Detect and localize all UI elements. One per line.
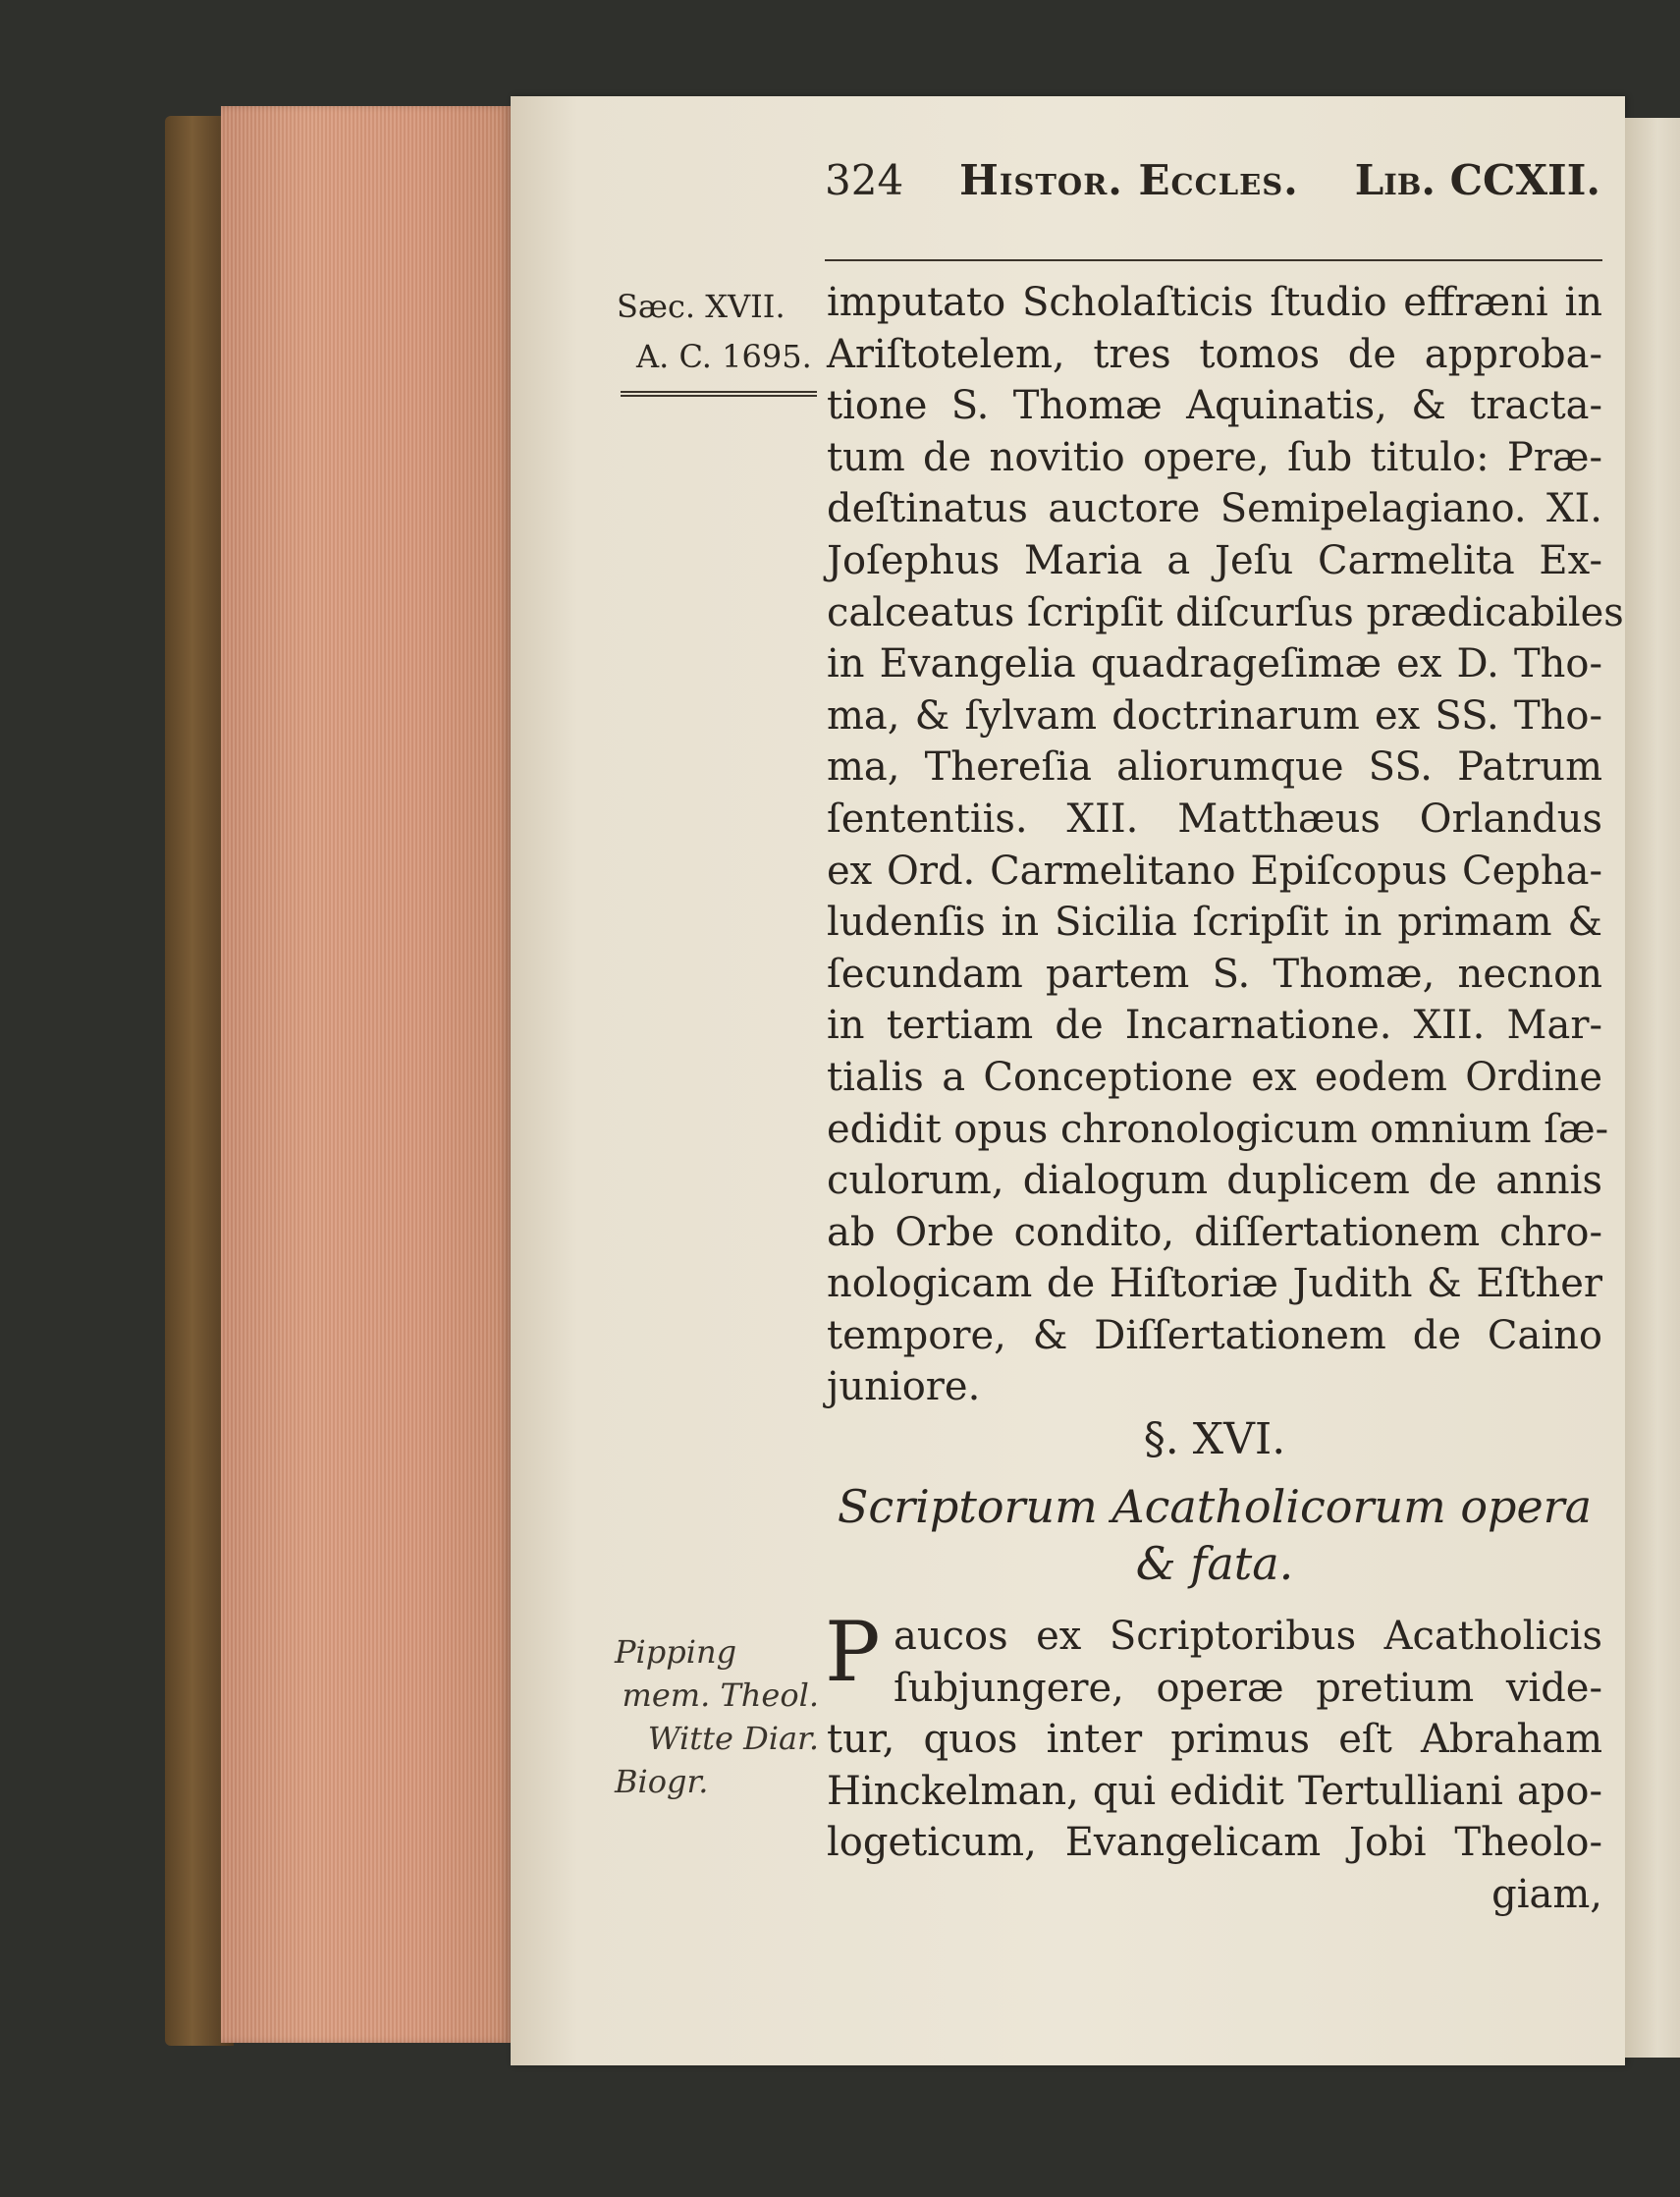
- header-book: Lib. CCXII.: [1354, 156, 1600, 204]
- text-line: Hinckelman, qui edidit Tertulliani apo-: [827, 1768, 1602, 1814]
- text-line: culorum, dialogum duplicem de annis: [827, 1158, 1602, 1204]
- section-paragraph: [825, 1604, 1602, 1921]
- text-line: ab Orbe condito, diſſertationem chro-: [827, 1209, 1602, 1255]
- text-line: juniore.: [827, 1364, 981, 1410]
- text-line: ex Ord. Carmelitano Epiſcopus Cepha-: [827, 848, 1602, 894]
- text-line: tialis a Conceptione ex eodem Ordine: [827, 1054, 1602, 1100]
- text-line: ſententiis. XII. Matthæus Orlandus: [827, 796, 1602, 842]
- margin-year: A. C. 1695.: [636, 338, 812, 375]
- citation-line: Pipping: [615, 1633, 737, 1671]
- section-title-line: & fata.: [1135, 1537, 1294, 1590]
- adjacent-page: [1625, 118, 1680, 2058]
- body-paragraph: [827, 277, 1624, 1413]
- text-line: edidit opus chronologicum omnium ſæ-: [827, 1106, 1609, 1152]
- text-line: calceatus ſcripſit diſcurſus prædicabiles: [827, 589, 1624, 635]
- text-line: Ariſtotelem, tres tomos de approba-: [827, 331, 1602, 377]
- text-line: giam,: [1491, 1871, 1602, 1917]
- text-line: ludenſis in Sicilia ſcripſit in primam &: [827, 900, 1602, 946]
- text-line: ſubjungere, operæ pretium vide-: [894, 1665, 1602, 1711]
- text-line: tum de novitio opere, ſub titulo: Præ-: [827, 434, 1602, 480]
- text-line: tione S. Thomæ Aquinatis, & tracta-: [827, 383, 1602, 429]
- text-line: deſtinatus auctore Semipelagiano. XI.: [827, 486, 1602, 532]
- drop-cap: P: [825, 1604, 881, 1700]
- text-line: tempore, & Diſſertationem de Caino: [827, 1312, 1602, 1358]
- citation-line: Witte Diar.: [647, 1720, 819, 1757]
- text-line: logeticum, Evangelicam Jobi Theolo-: [827, 1820, 1602, 1866]
- text-line: ma, Thereſia aliorumque SS. Patrum: [827, 744, 1602, 791]
- text-line: tur, quos inter primus eſt Abraham: [827, 1717, 1602, 1763]
- text-line: ma, & ſylvam doctrinarum ex SS. Tho-: [827, 692, 1602, 739]
- text-line: Joſephus Maria a Jeſu Carmelita Ex-: [827, 537, 1602, 583]
- text-line: in Evangelia quadrageſimæ ex D. Tho-: [827, 641, 1602, 687]
- citation-line: mem. Theol.: [622, 1676, 819, 1714]
- text-line: imputato Scholaſticis ſtudio effræni in: [827, 280, 1602, 325]
- running-header: [825, 147, 1600, 204]
- section-title-line: Scriptorum Acatholicorum opera: [837, 1480, 1593, 1533]
- page-number: 324: [825, 156, 904, 204]
- margin-rule: [621, 391, 817, 397]
- margin-century: Sæc. XVII.: [617, 288, 786, 325]
- text-line: ſecundam partem S. Thomæ, necnon: [827, 951, 1602, 997]
- text-line: aucos ex Scriptoribus Acatholicis: [894, 1614, 1602, 1659]
- header-title: Histor. Eccles.: [959, 156, 1299, 204]
- page-fore-edge: [221, 106, 511, 2043]
- section-title: [827, 1478, 1602, 1592]
- header-rule: [825, 259, 1602, 261]
- margin-citation: [615, 1630, 819, 1803]
- citation-line: Biogr.: [615, 1763, 709, 1800]
- section-number: §. XVI.: [1143, 1414, 1286, 1464]
- text-line: in tertiam de Incarnatione. XII. Mar-: [827, 1003, 1602, 1049]
- text-line: nologicam de Hiſtoriæ Judith & Eſther: [827, 1261, 1602, 1307]
